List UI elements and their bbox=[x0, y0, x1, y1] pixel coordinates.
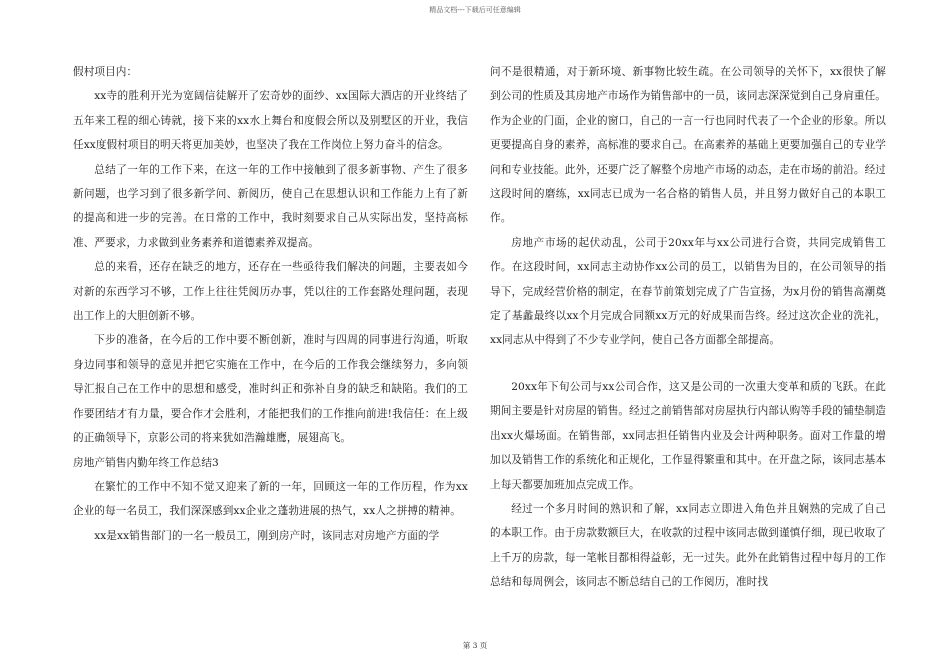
paragraph: 房地产市场的起伏动乱，公司于20xx年与xx公司进行合资，共同完成销售工作。在这段时间，xx同志主动协作xx公司的员工，以销售为目的，在公司领导的指导下，完成经营价格的制定，在春节前策划完成了广告宣扬，为x月份的销售高潮奠定了基蠡最终以xx个月完成合同额xx万元的好成果而告终。经过这次企业的洗礼，xx同志从中得到了不少专业学问，使自己各方面都全部提高。 bbox=[490, 236, 886, 347]
left-column bbox=[73, 60, 468, 548]
page-number: 第 3 页 bbox=[462, 641, 488, 650]
paragraph: xx是xx销售部门的一名一般员工，刚到房产时，该同志对房地产方面的学 bbox=[94, 529, 440, 542]
paragraph: 假村项目内： bbox=[73, 66, 138, 78]
paragraph: 在繁忙的工作中不知不觉又迎来了新的一年，回顾这一年的工作历程，作为xx企业的每一名员工，我们深深感到xx企业之蓬勃进展的热气，xx人之拼搏的精神。 bbox=[73, 480, 468, 518]
section-title: 房地产销售内勤年终工作总结3 bbox=[73, 456, 219, 469]
paragraph: 问不是很精通，对于新环境、新事物比较生疏。在公司领导的关怀下，xx很快了解到公司的性质及其房地产市场作为销售部中的一员，该同志深深觉到自己身肩重任。作为企业的门面，企业的窗口，自己的一言一行也同时代表了一个企业的形象。所以更要提高自身的素养，高标准的要求自己。在高素养的基础上更要加强自己的专业学问和专业技能。此外，还要广泛了解整个房地产市场的动态，走在市场的前沿。经过这段时间的磨练，xx同志已成为一名合格的销售人员，并且努力做好自己的本职工作。 bbox=[490, 66, 886, 225]
page-header: 精品文档---下载后可任意编辑 bbox=[429, 6, 521, 14]
paragraph: 总的来看，还存在缺乏的地方，还存在一些亟待我们解决的问题，主要表如今对新的东西学习不够，工作上往往凭阅历办事，凭以往的工作套路处理问题，表现出工作上的大胆创新不够。 bbox=[73, 261, 468, 323]
paragraph: 经过一个多月时间的熟识和了解，xx同志立即进入角色并且娴熟的完成了自己的本职工作。由于房款数额巨大，在收款的过程中该同志做到谨慎仔细，现已收取了上千万的房款，每一笔帐目都相得益彰，无一过失。此外在此销售过程中每月的工作总结和每周例会，该同志不断总结自己的工作阅历，准时找 bbox=[490, 502, 886, 589]
paragraph: 下步的准备，在今后的工作中要不断创新，准时与四周的同事进行沟通，听取身边同事和领导的意见并把它实施在工作中，在今后的工作我会继续努力，多向领导汇报自己在工作中的思想和感受，准时纠正和弥补自身的缺乏和缺陷。我们的工作要团结才有力量，要合作才会胜利，才能把我们的工作推向前进!我信任：在上级的正确领导下，京影公司的将来犹如浩瀚雄鹰，展翅高飞。 bbox=[73, 334, 468, 445]
paragraph: xx寺的胜利开光为宽阔信徒解开了宏奇妙的面纱、xx国际大酒店的开业终结了五年来工程的细心铸就，接下来的xx水上舞台和度假会所以及别墅区的开业，我信任xx度假村项目的明天将更加美妙，也坚决了我在工作岗位上努力奋斗的信念。 bbox=[73, 90, 468, 152]
right-column bbox=[490, 60, 886, 595]
paragraph: 总结了一年的工作下来，在这一年的工作中接触到了很多新事物、产生了很多新问题，也学习到了很多新学问、新阅历，使自己在思想认识和工作能力上有了新的提高和进一步的完善。在日常的工作中，我时刻要求自己从实际出发，坚持高标准、严要求，力求做到业务素养和道德素养双提高。 bbox=[73, 163, 468, 249]
paragraph: 20xx年下旬公司与xx公司合作，这又是公司的一次重大变革和质的飞跃。在此期间主要是针对房屋的销售。经过之前销售部对房屋执行内部认购等手段的铺垫制造出xx火爆场面。在销售部，xx同志担任销售内业及会计两种职务。面对工作量的增加以及销售工作的系统化和正规化，工作显得繁重和其中。在开盘之际，该同志基本上每天都要加班加点完成工作。 bbox=[490, 380, 886, 491]
